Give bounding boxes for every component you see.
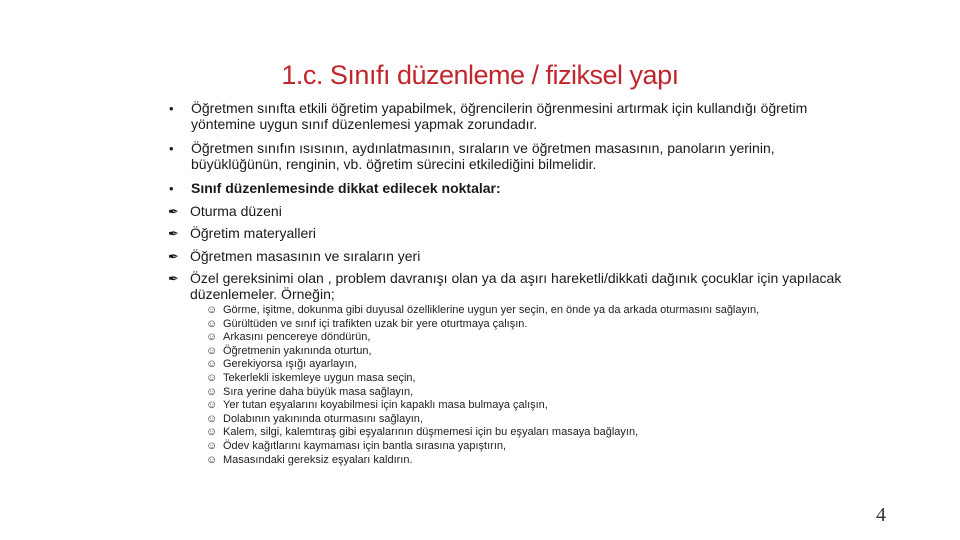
example-text: Masasındaki gereksiz eşyaları kaldırın. [223,453,413,466]
smiley-icon: ☺ [206,344,218,357]
example-item [206,440,848,454]
example-text: Arkasını pencereye döndürün, [223,331,371,344]
example-item [206,454,848,468]
example-item [206,358,848,372]
bullet-icon: • [169,181,174,196]
smiley-icon: ☺ [206,331,218,344]
pen-item-text: Özel gereksinimi olan , problem davranışı olan ya da aşırı hareketli/dikkati dağınık çocuklar için yapılacak düzenlemeler. Örneğin; [190,270,842,302]
example-text: Görme, işitme, dokunma gibi duyusal özelliklerine uygun yer seçin, en önde ya da arkada oturmasını sağlayın, [223,304,760,316]
pen-item [168,204,848,220]
smiley-icon: ☺ [206,426,218,439]
example-item [206,386,848,400]
smiley-icon: ☺ [206,439,218,452]
example-list [206,304,848,467]
pen-icon: ✒ [168,226,179,241]
example-item [206,399,848,413]
example-item [206,426,848,440]
smiley-icon: ☺ [206,358,218,371]
page-number: 4 [876,504,886,526]
example-item [206,413,848,427]
example-text: Kalem, silgi, kalemtıraş gibi eşyalarının düşmemesi için bu eşyaları masaya bağlayın, [223,426,639,439]
pen-icon: ✒ [168,271,179,286]
bullet-item [168,141,848,172]
example-text: Tekerlekli iskemleye uygun masa seçin, [223,371,416,384]
example-text: Öğretmenin yakınında oturtun, [223,344,372,357]
example-text: Dolabının yakınında oturmasını sağlayın, [223,412,423,425]
pen-icon: ✒ [168,248,179,264]
bullet-icon: • [169,141,174,156]
pen-item [168,226,848,242]
bullet-item [168,181,848,197]
example-item [206,345,848,359]
example-text: Yer tutan eşyalarını koyabilmesi için kapaklı masa bulmaya çalışın, [223,399,548,412]
slide-content [168,101,848,467]
smiley-icon: ☺ [206,385,218,398]
bullet-item [168,101,848,132]
bullet-text: Öğretmen sınıfta etkili öğretim yapabilmek, öğrencilerin öğrenmesini artırmak için kullandığı öğretim yöntemine uygun sınıf düzenlemesi yapmak zorundadır. [191,100,808,132]
smiley-icon: ☺ [206,453,218,466]
example-text: Ödev kağıtlarını kaymaması için bantla sırasına yapıştırın, [223,439,507,452]
pen-icon: ✒ [168,203,179,219]
bullet-icon: • [169,101,174,116]
smiley-icon: ☺ [206,317,218,330]
bullet-text: Sınıf düzenlemesinde dikkat edilecek noktalar: [191,180,501,196]
pen-item-text: Öğretim materyalleri [190,225,317,241]
smiley-icon: ☺ [206,412,218,425]
example-item [206,318,848,332]
smiley-icon: ☺ [206,304,218,316]
pen-item-text: Oturma düzeni [190,202,282,219]
bullet-text: Öğretmen sınıfın ısısının, aydınlatmasının, sıraların ve öğretmen masasının, panoların yerinin, büyüklüğünün, renginin, vb. öğretim sürecini etkilediğini bilmelidir. [191,140,775,172]
example-text: Gürültüden ve sınıf içi trafikten uzak bir yere oturtmaya çalışın. [223,317,528,330]
example-text: Gerekiyorsa ışığı ayarlayın, [223,358,357,371]
smiley-icon: ☺ [206,399,218,412]
pen-item [168,271,848,302]
example-text: Sıra yerine daha büyük masa sağlayın, [223,385,414,398]
example-item [206,372,848,386]
pen-item-text: Öğretmen masasının ve sıraların yeri [190,247,421,264]
smiley-icon: ☺ [206,371,218,384]
example-item [206,304,848,318]
pen-item [168,249,848,265]
slide-title: 1.c. Sınıfı düzenleme / fiziksel yapı [281,60,679,90]
example-item [206,331,848,345]
